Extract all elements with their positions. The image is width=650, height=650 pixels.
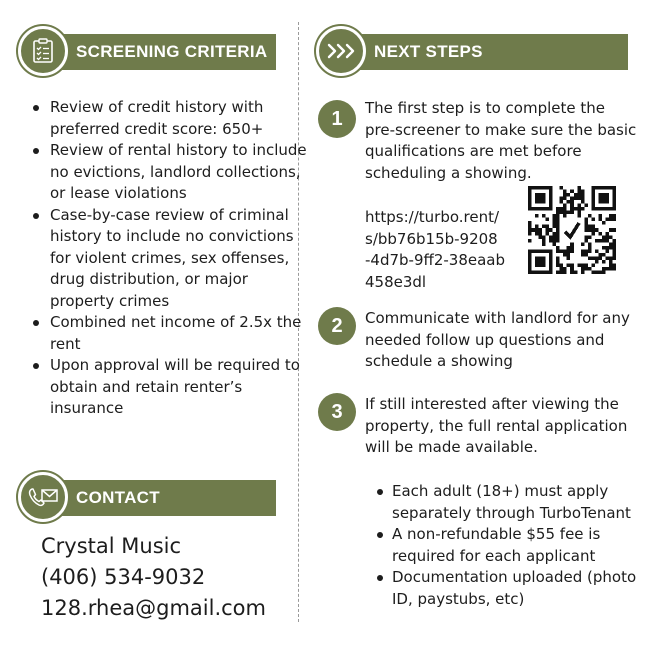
list-item: Review of rental history to include no evictions, landlord collections, or lease violations xyxy=(50,140,308,205)
pre-screener-url[interactable] xyxy=(365,207,515,293)
clipboard-checklist-icon xyxy=(31,38,55,64)
contact-email[interactable]: 128.rhea@gmail.com xyxy=(41,596,266,620)
phone-envelope-icon xyxy=(28,486,58,508)
next-steps-badge xyxy=(316,26,366,76)
step-3-requirements-list xyxy=(375,481,650,610)
list-item: A non-refundable $55 fee is required for each applicant xyxy=(392,524,650,567)
screening-criteria-list xyxy=(26,97,308,420)
contact-name: Crystal Music xyxy=(41,534,182,558)
step-2-number: 2 xyxy=(318,307,356,345)
next-steps-title: NEXT STEPS xyxy=(374,42,483,61)
step-3-text: If still interested after viewing the property, the full rental application will be made available. xyxy=(365,395,628,456)
step-3-number: 3 xyxy=(318,393,356,431)
contact-phone[interactable]: (406) 534-9032 xyxy=(41,565,206,589)
contact-header xyxy=(18,480,276,516)
url-line: 458e3dl xyxy=(365,272,427,291)
qr-code[interactable] xyxy=(528,186,616,274)
url-line: s/bb76b15b-9208 xyxy=(365,229,498,248)
next-steps-header xyxy=(316,34,628,70)
list-item: Combined net income of 2.5x the rent xyxy=(50,312,308,355)
screening-badge xyxy=(18,26,68,76)
list-item: Each adult (18+) must apply separately through TurboTenant xyxy=(392,481,650,524)
url-line: -4d7b-9ff2-38eaab xyxy=(365,251,506,269)
url-line: https://turbo.rent/ xyxy=(365,208,500,226)
contact-title: CONTACT xyxy=(76,488,160,507)
step-1-text: The first step is to complete the pre-screener to make sure the basic qualifications are met before scheduling a showing. xyxy=(365,99,637,182)
contact-badge xyxy=(18,472,68,522)
screening-criteria-header xyxy=(18,34,276,70)
list-item: Review of credit history with preferred credit score: 650+ xyxy=(50,97,308,140)
list-item: Case-by-case review of criminal history to include no convictions for violent crimes, sex offenses, drug distribution, or major property crimes xyxy=(50,205,308,313)
contact-info xyxy=(41,531,266,624)
step-2-text: Communicate with landlord for any needed follow up questions and schedule a showing xyxy=(365,309,630,370)
triple-chevron-right-icon xyxy=(327,43,355,59)
step-1-number: 1 xyxy=(318,100,356,138)
list-item: Upon approval will be required to obtain and retain renter’s insurance xyxy=(50,355,308,420)
list-item: Documentation uploaded (photo ID, paystubs, etc) xyxy=(392,567,650,610)
screening-criteria-title: SCREENING CRITERIA xyxy=(76,42,268,61)
